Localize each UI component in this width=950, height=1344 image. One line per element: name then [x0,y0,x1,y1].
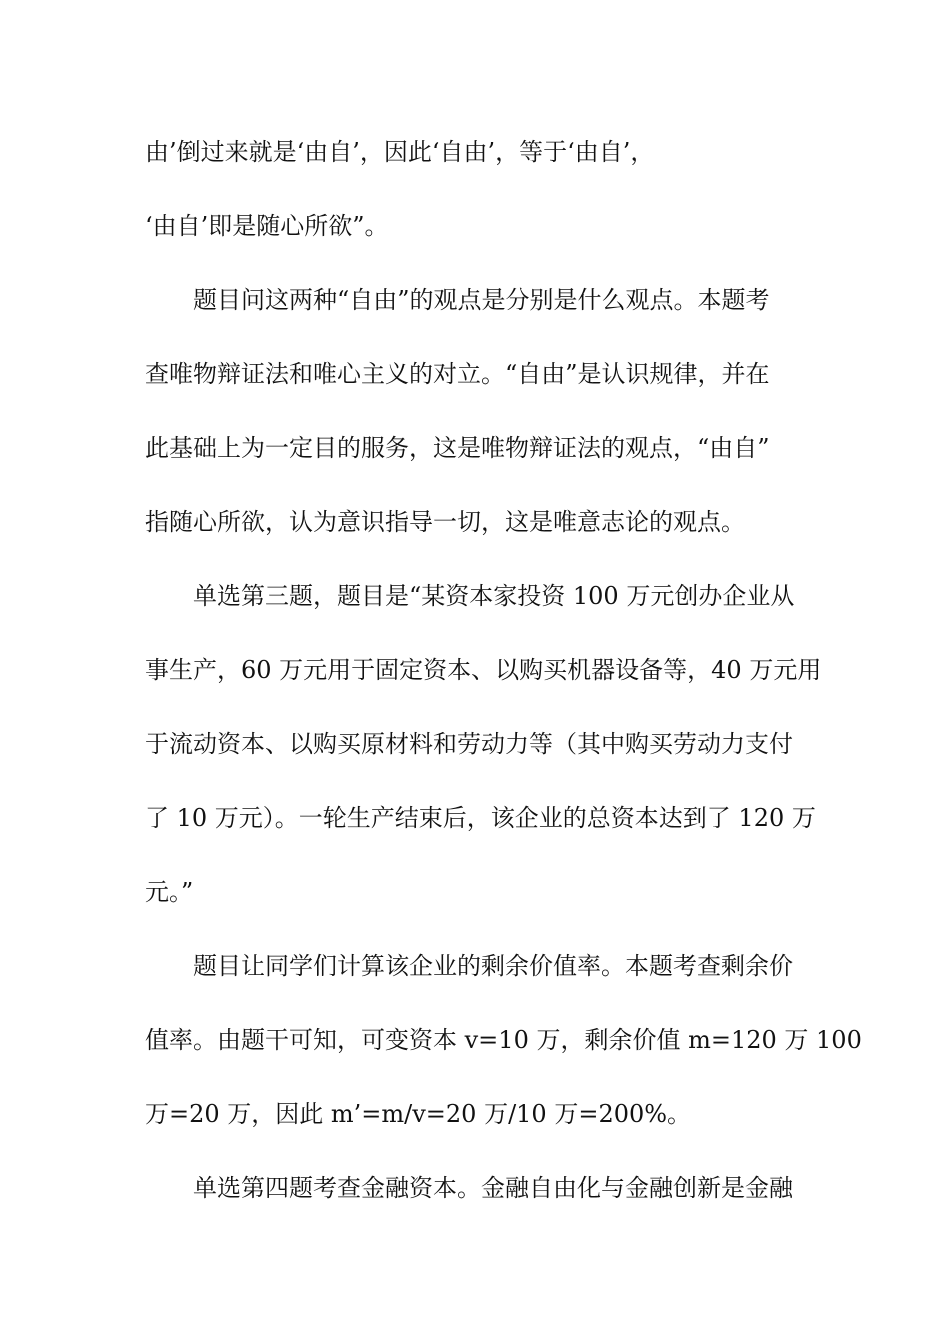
line-gap [145,473,810,498]
text-line-11: 元。” [145,878,194,906]
text-line-4: 查唯物辩证法和唯心主义的对立。“自由”是认识规律，并在 [145,360,770,388]
text-line-9: 于流动资本、以购买原材料和劳动力等（其中购买劳动力支付 [145,730,793,758]
text-line-14: 万=20 万，因此 m’=m/v=20 万/10 万=200%。 [145,1100,692,1128]
text-line-10: 了 10 万元）。一轮生产结束后，该企业的总资本达到了 120 万 [145,804,816,832]
line-gap [145,843,810,868]
line-gap [145,695,810,720]
line-gap [145,1065,810,1090]
text-line-7: 单选第三题，题目是“某资本家投资 100 万元创办企业从 [193,582,795,610]
text-line-8: 事生产，60 万元用于固定资本、以购买机器设备等，40 万元用 [145,656,822,684]
text-line-1: 由’倒过来就是‘由自’，因此‘自由’，等于‘由自’， [145,138,655,166]
text-line-15: 单选第四题考查金融资本。金融自由化与金融创新是金融 [193,1174,793,1202]
text-line-6: 指随心所欲，认为意识指导一切，这是唯意志论的观点。 [145,508,745,536]
text-line-13: 值率。由题干可知，可变资本 v=10 万，剩余价值 m=120 万 100 [145,1026,862,1054]
text-line-2: ‘由自’即是随心所欲”。 [145,212,389,240]
line-gap [145,325,810,350]
line-gap [145,1139,810,1164]
document-body [145,128,862,1213]
line-gap [145,917,810,942]
text-line-12: 题目让同学们计算该企业的剩余价值率。本题考查剩余价 [193,952,793,980]
line-gap [145,547,810,572]
text-line-3: 题目问这两种“自由”的观点是分别是什么观点。本题考 [193,286,770,314]
line-gap [145,399,810,424]
line-gap [145,251,810,276]
line-gap [145,177,810,202]
line-gap [145,991,810,1016]
line-gap [145,769,810,794]
line-gap [145,621,810,646]
text-line-5: 此基础上为一定目的服务，这是唯物辩证法的观点，“由自” [145,434,770,462]
